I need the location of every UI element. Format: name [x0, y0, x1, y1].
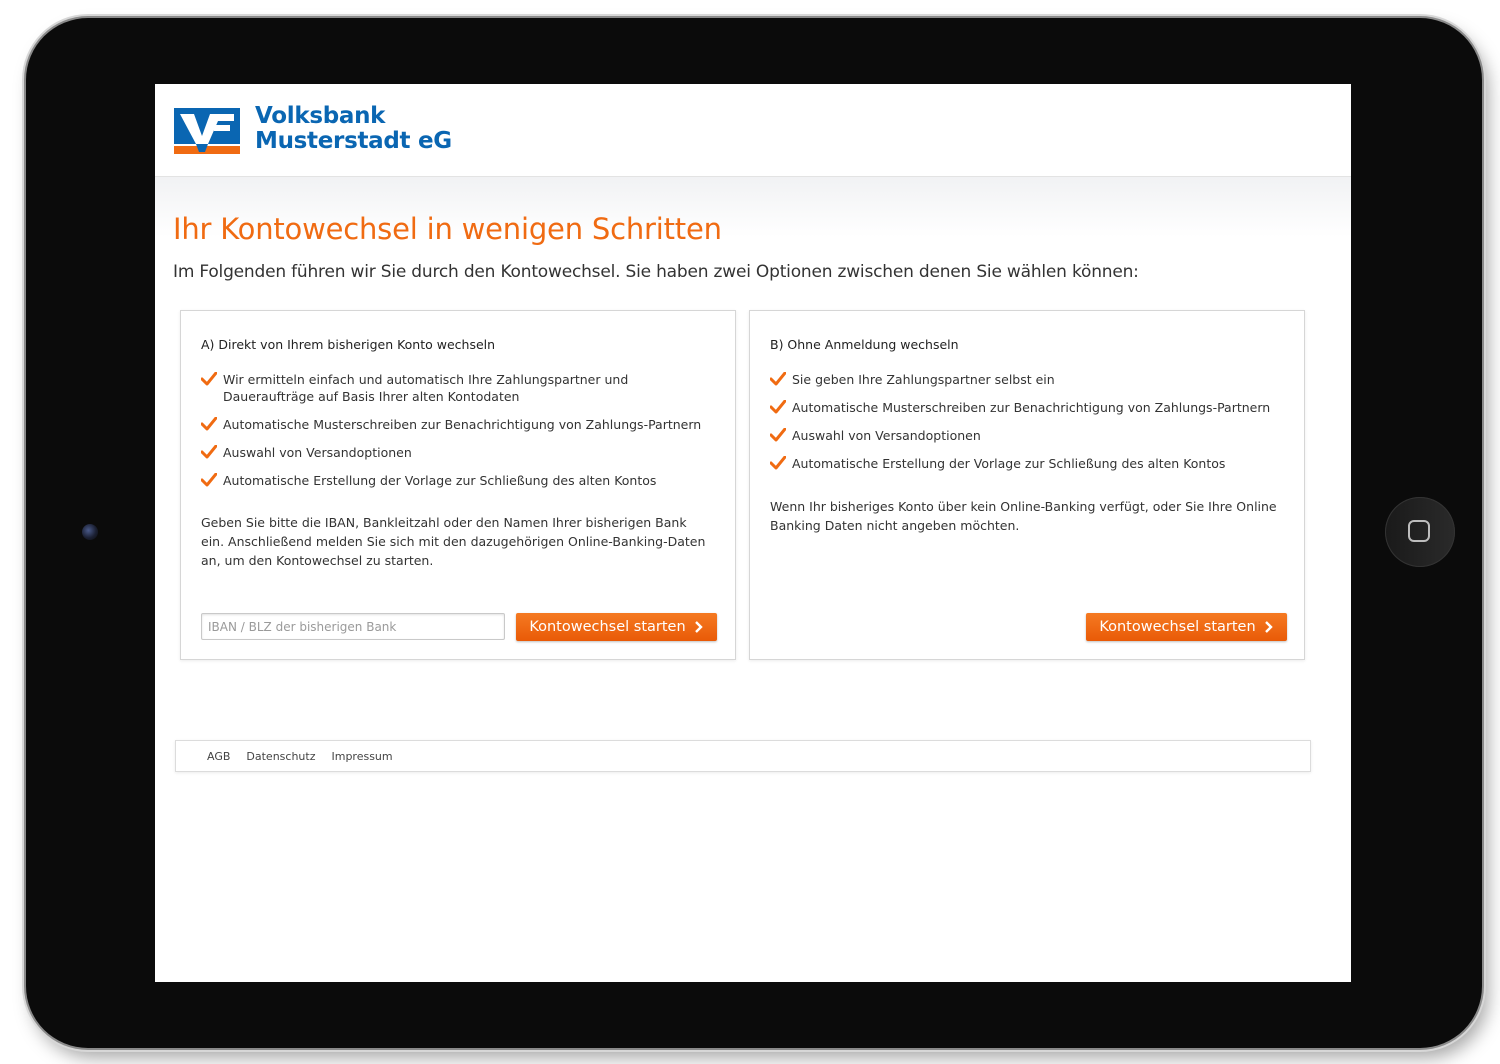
check-icon	[201, 417, 217, 431]
option-a-description: Geben Sie bitte die IBAN, Bankleitzahl oder den Namen Ihrer bisherigen Bank ein. Anschließend melden Sie sich mit den dazugehörigen Online-Banking-Daten an, um den Kontowechsel zu starten.	[201, 515, 706, 568]
brand-name-line2: Musterstadt eG	[255, 128, 452, 154]
start-switch-button-a[interactable]	[516, 613, 717, 641]
brand-name	[255, 104, 452, 154]
list-item	[770, 399, 1290, 416]
feature-text: Sie geben Ihre Zahlungspartner selbst ein	[792, 372, 1055, 387]
check-icon	[201, 473, 217, 487]
check-icon	[770, 456, 786, 470]
volksbank-logo-icon	[174, 108, 240, 154]
option-b-feature-list	[770, 371, 1290, 483]
list-item	[201, 371, 721, 405]
list-item	[201, 444, 721, 461]
list-item	[770, 455, 1290, 472]
list-item	[201, 416, 721, 433]
brand-name-line1: Volksbank	[255, 103, 386, 129]
option-b-title: B) Ohne Anmeldung wechseln	[770, 337, 959, 352]
footer-link-impressum[interactable]: Impressum	[331, 749, 393, 763]
check-icon	[201, 372, 217, 386]
chevron-right-icon	[694, 621, 704, 633]
home-square-icon	[1408, 520, 1430, 542]
page-title: Ihr Kontowechsel in wenigen Schritten	[173, 212, 722, 246]
chevron-right-icon	[1264, 621, 1274, 633]
option-a-title: A) Direkt von Ihrem bisherigen Konto wechseln	[201, 337, 496, 352]
feature-text: Automatische Erstellung der Vorlage zur Schließung des alten Kontos	[792, 456, 1226, 471]
footer-link-datenschutz[interactable]: Datenschutz	[246, 749, 316, 763]
feature-text: Automatische Erstellung der Vorlage zur Schließung des alten Kontos	[223, 473, 657, 488]
check-icon	[201, 445, 217, 459]
footer-link-agb[interactable]: AGB	[207, 749, 231, 763]
feature-text: Auswahl von Versandoptionen	[223, 445, 412, 460]
feature-text: Auswahl von Versandoptionen	[792, 428, 981, 443]
check-icon	[770, 400, 786, 414]
feature-text: Wir ermitteln einfach und automatisch Ihre Zahlungspartner und Daueraufträge auf Basis Ihrer alten Kontodaten	[223, 372, 629, 404]
check-icon	[770, 428, 786, 442]
option-b-card	[749, 310, 1305, 660]
option-a-card	[180, 310, 736, 660]
feature-text: Automatische Musterschreiben zur Benachrichtigung von Zahlungs-Partnern	[223, 417, 702, 432]
page-footer	[175, 740, 1311, 772]
option-a-feature-list	[201, 371, 721, 500]
list-item	[770, 427, 1290, 444]
start-switch-button-label: Kontowechsel starten	[1099, 619, 1256, 635]
list-item	[201, 472, 721, 489]
check-icon	[770, 372, 786, 386]
start-switch-button-b[interactable]	[1086, 613, 1287, 641]
page-header	[155, 84, 1351, 177]
camera-icon	[82, 524, 98, 540]
page-subtitle: Im Folgenden führen wir Sie durch den Kontowechsel. Sie haben zwei Optionen zwischen denen Sie wählen können:	[173, 262, 1139, 282]
tablet-frame	[26, 18, 1482, 1048]
iban-input[interactable]	[201, 613, 505, 640]
start-switch-button-label: Kontowechsel starten	[529, 619, 686, 635]
screen	[155, 84, 1351, 982]
home-button[interactable]	[1385, 497, 1455, 567]
option-b-description: Wenn Ihr bisheriges Konto über kein Online-Banking verfügt, oder Sie Ihre Online Banking Daten nicht angeben möchten.	[770, 499, 1277, 533]
feature-text: Automatische Musterschreiben zur Benachrichtigung von Zahlungs-Partnern	[792, 400, 1271, 415]
list-item	[770, 371, 1290, 388]
